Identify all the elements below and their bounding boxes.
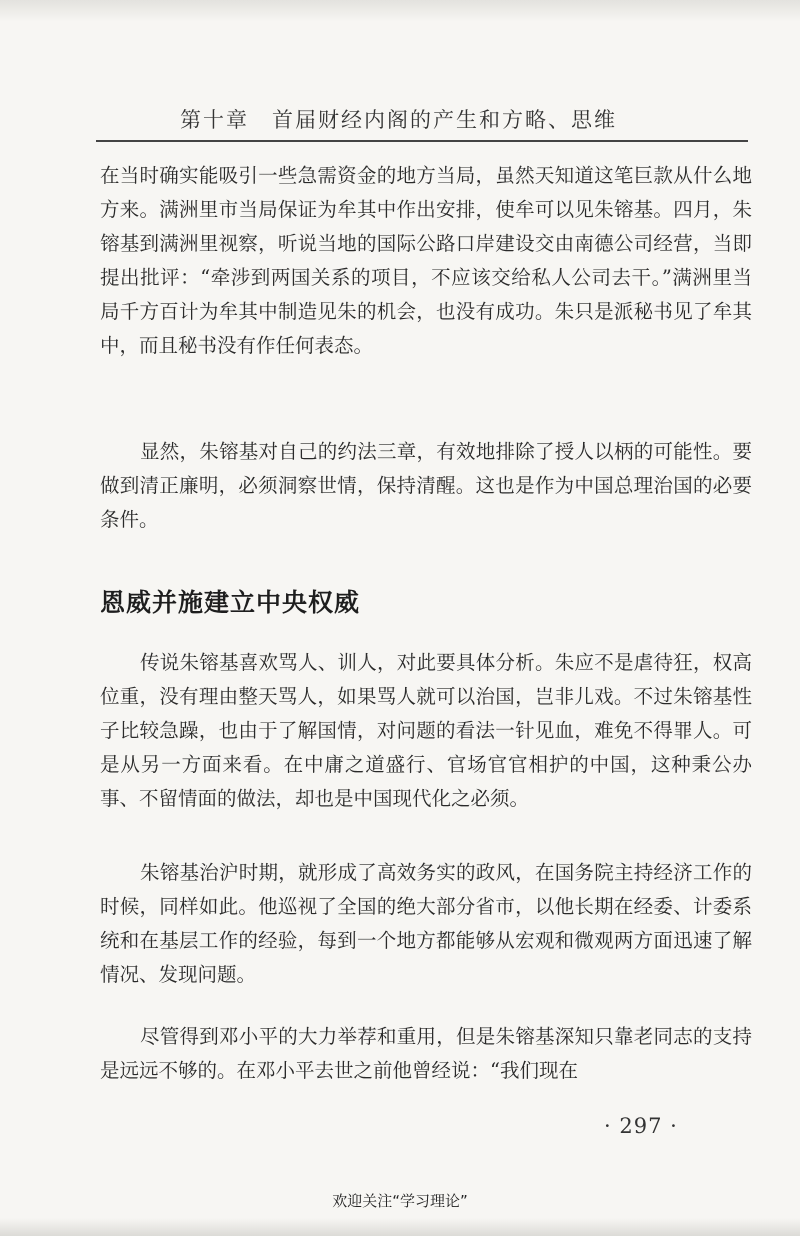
footer-note: 欢迎关注“学习理论”: [332, 1192, 468, 1210]
paragraph-5: 尽管得到邓小平的大力举荐和重用，但是朱镕基深知只靠老同志的支持是远远不够的。在邓小平去世之前他曾经说：“我们现在: [100, 1025, 752, 1082]
scan-edge-bottom: [0, 1218, 800, 1236]
paragraph-2: 显然，朱镕基对自己的约法三章，有效地排除了授人以柄的可能性。要做到清正廉明，必须洞察世情，保持清醒。这也是作为中国总理治国的必要条件。: [100, 440, 752, 531]
page-number: · 297 ·: [604, 1114, 678, 1138]
running-head: 第十章 首届财经内阁的产生和方略、思维: [180, 108, 617, 132]
paragraph-4: 朱镕基治沪时期，就形成了高效务实的政风，在国务院主持经济工作的时候，同样如此。他巡视了全国的绝大部分省市，以他长期在经委、计委系统和在基层工作的经验，每到一个地方都能够从宏观和微观两方面迅速了解情况、发现问题。: [100, 861, 752, 986]
scan-edge-top: [0, 0, 800, 22]
paragraph-1: 在当时确实能吸引一些急需资金的地方当局，虽然天知道这笔巨款从什么地方来。满洲里市当局保证为牟其中作出安排，使牟可以见朱镕基。四月，朱镕基到满洲里视察，听说当地的国际公路口岸建设交由南德公司经营，当即提出批评：“牵涉到两国关系的项目，不应该交给私人公司去干。”满洲里当局千方百计为牟其中制造见朱的机会，也没有成功。朱只是派秘书见了牟其中，而且秘书没有作任何表态。: [100, 164, 752, 357]
paragraph-3: 传说朱镕基喜欢骂人、训人，对此要具体分析。朱应不是虐待狂，权高位重，没有理由整天骂人，如果骂人就可以治国，岂非儿戏。不过朱镕基性子比较急躁，也由于了解国情，对问题的看法一针见血，难免不得罪人。可是从另一方面来看。在中庸之道盛行、官场官官相护的中国，这种秉公办事、不留情面的做法，却也是中国现代化之必须。: [100, 651, 752, 810]
header-rule: [96, 140, 748, 142]
section-title: 恩威并施建立中央权威: [100, 588, 361, 617]
